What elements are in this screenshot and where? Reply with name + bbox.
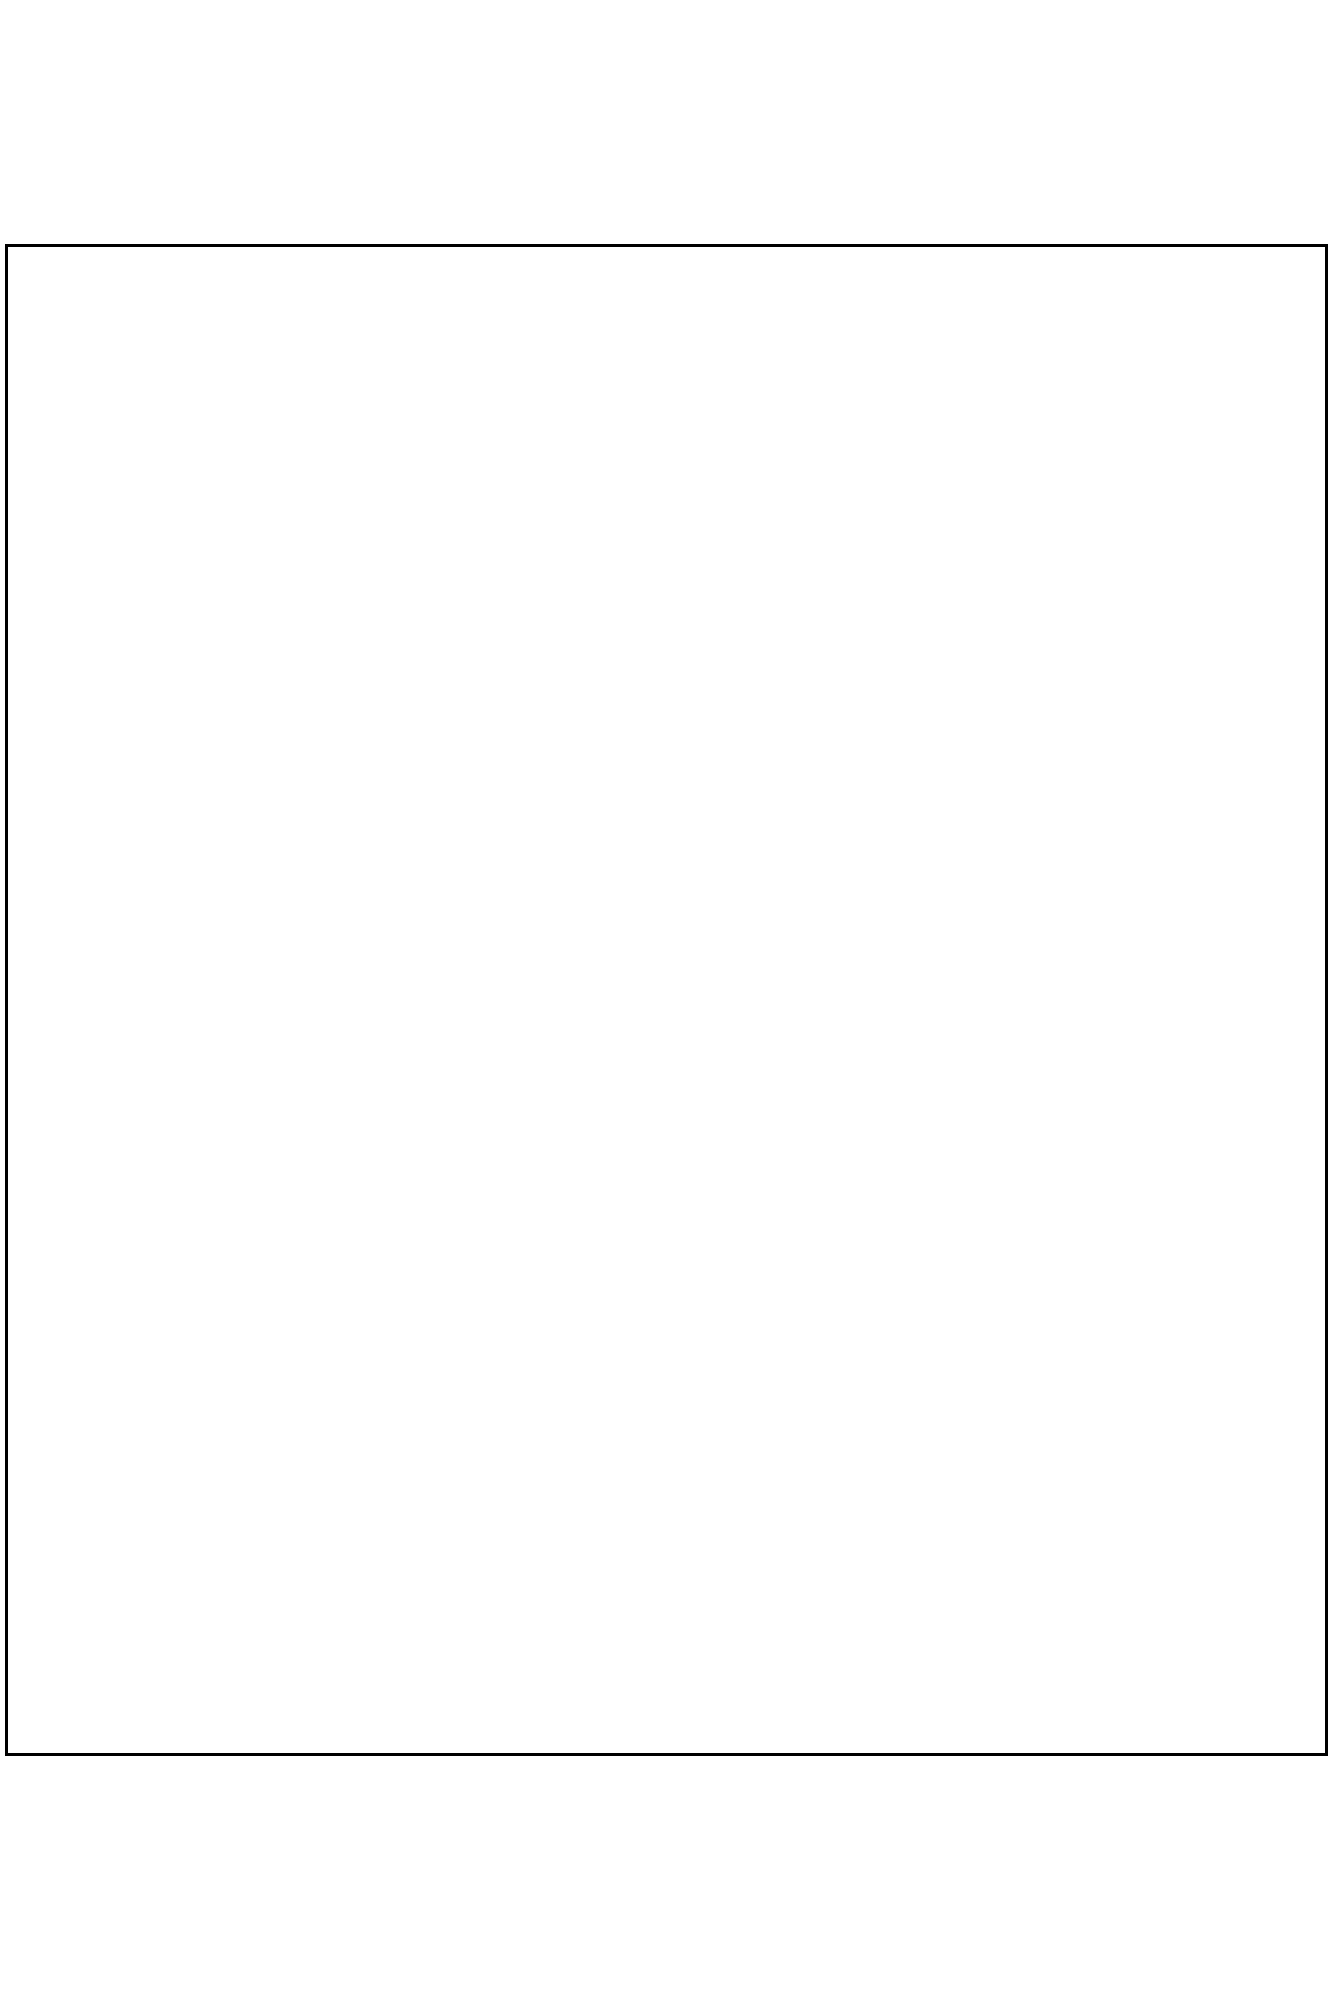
size-chart-table [5, 244, 1328, 1756]
